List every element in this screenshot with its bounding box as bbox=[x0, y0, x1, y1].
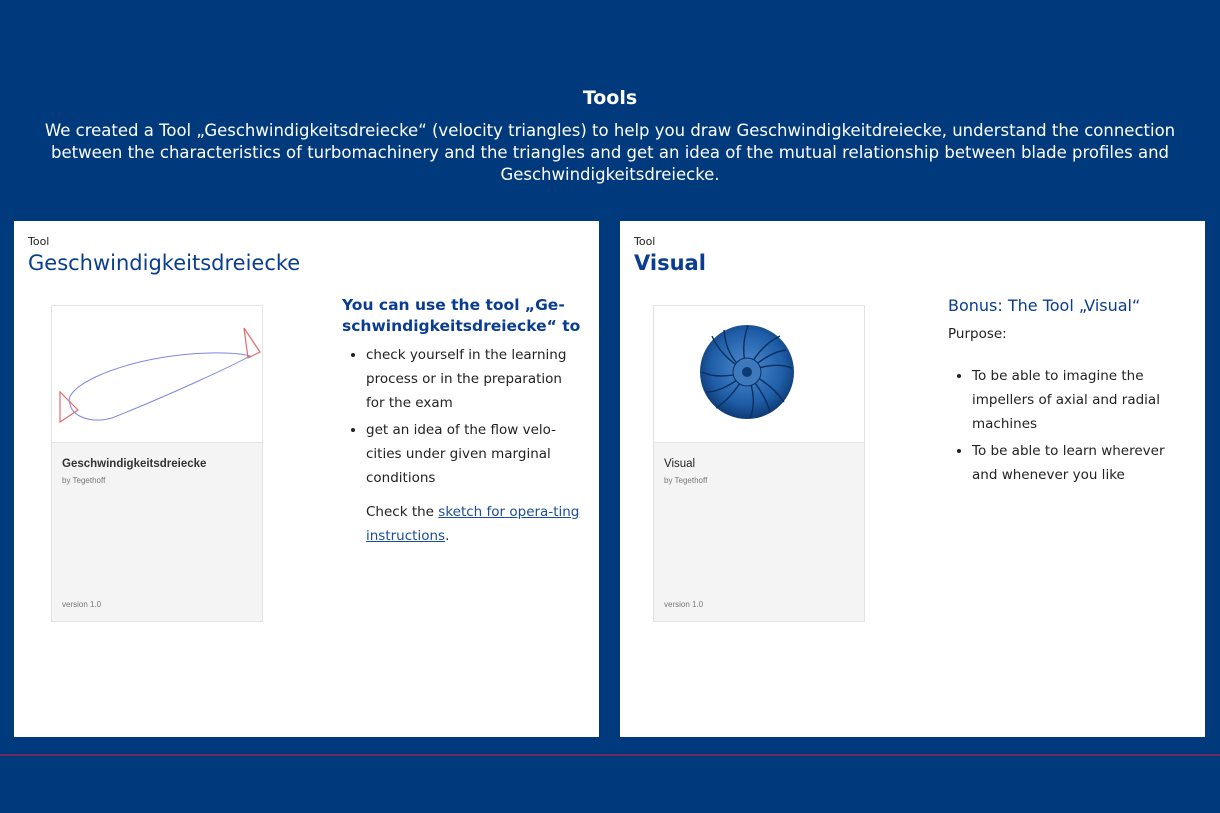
tile-author: by Tegethoff bbox=[62, 476, 106, 485]
instructions-suffix: . bbox=[445, 528, 450, 544]
page-description: We created a Tool „Geschwindigkeitsdreiecke“ (velocity triangles) to help you draw Geschwindigkeitdreiecke, understand the connection between the characteristics of turbomachinery and the triangles and get an idea of the mutual relationship between blade profiles and Geschwindigkeitsdreiecke. bbox=[44, 121, 1176, 184]
app-tile-geschwindigkeitsdreiecke[interactable] bbox=[51, 305, 263, 622]
divider bbox=[0, 754, 1220, 756]
impeller-icon bbox=[654, 306, 864, 442]
info-heading: You can use the tool „Ge-schwindigkeitsdreiecke“ to bbox=[342, 296, 581, 335]
card-title: Geschwindigkeitsdreiecke bbox=[28, 251, 301, 275]
card-kicker: Tool bbox=[28, 235, 50, 248]
instructions-link[interactable]: sketch for opera-ting instructions bbox=[366, 504, 580, 544]
info-heading: Bonus: The Tool „Visual“ bbox=[948, 296, 1141, 315]
intro-section bbox=[0, 84, 1220, 186]
usage-list bbox=[342, 343, 582, 490]
tile-author: by Tegethoff bbox=[664, 476, 708, 485]
airfoil-velocity-triangle-icon bbox=[52, 306, 262, 442]
tile-name: Visual bbox=[664, 458, 696, 470]
thumbnail bbox=[654, 306, 864, 443]
list-item: • get an idea of the flow velo-cities under given marginal conditions bbox=[366, 418, 582, 490]
tile-version: version 1.0 bbox=[664, 600, 704, 609]
list-item: • To be able to imagine the impellers of axial and radial machines bbox=[972, 364, 1188, 436]
tool-info bbox=[948, 295, 1188, 490]
instructions-prefix: Check the bbox=[366, 504, 434, 520]
instructions-line bbox=[366, 500, 582, 548]
card-kicker: Tool bbox=[634, 235, 656, 248]
tool-card-geschwindigkeitsdreiecke bbox=[14, 221, 599, 737]
page-title: Tools bbox=[582, 87, 638, 109]
list-item: • To be able to learn wherever and whenever you like bbox=[972, 439, 1188, 487]
tool-info bbox=[342, 295, 582, 548]
tile-version: version 1.0 bbox=[62, 600, 102, 609]
app-tile-visual[interactable] bbox=[653, 305, 865, 622]
tool-card-visual bbox=[620, 221, 1205, 737]
purpose-label: Purpose: bbox=[948, 326, 1007, 342]
tile-name: Geschwindigkeitsdreiecke bbox=[62, 458, 207, 470]
thumbnail bbox=[52, 306, 262, 443]
card-title: Visual bbox=[634, 251, 706, 275]
list-item: • check yourself in the learning process or in the preparation for the exam bbox=[366, 343, 582, 415]
purpose-list bbox=[948, 364, 1188, 487]
